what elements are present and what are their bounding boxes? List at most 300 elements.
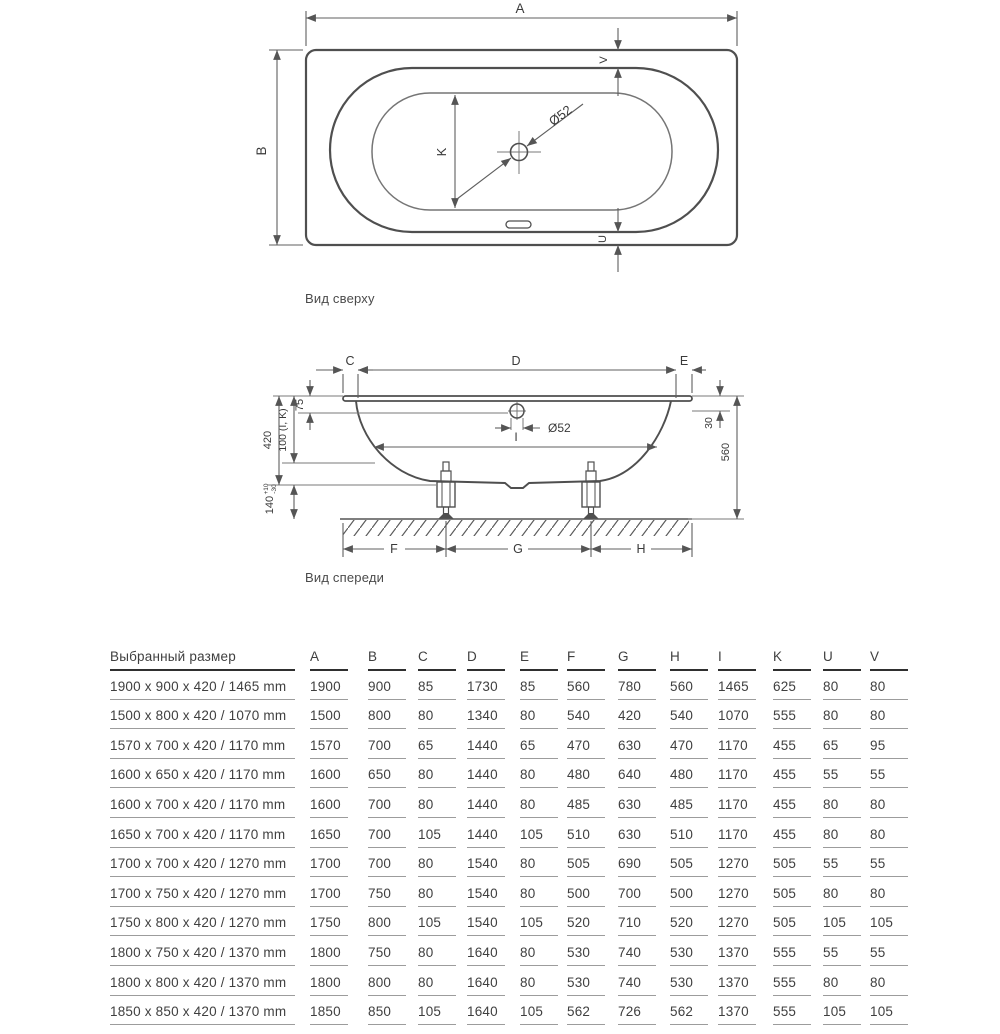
table-header-col-d bbox=[467, 649, 520, 679]
value-f-row6-text: 505 bbox=[567, 856, 605, 877]
value-d-row10-text: 1640 bbox=[467, 975, 505, 996]
value-i-row5 bbox=[718, 827, 773, 857]
table-header-col-k-text: K bbox=[773, 649, 811, 671]
value-c-row8-text: 105 bbox=[418, 915, 456, 936]
size-option-7-text: 1700 x 750 x 420 / 1270 mm bbox=[110, 886, 295, 907]
value-a-row3-text: 1600 bbox=[310, 767, 348, 788]
dim-g-label: G bbox=[513, 542, 523, 556]
value-k-row11 bbox=[773, 1004, 823, 1034]
value-b-row0-text: 900 bbox=[368, 679, 406, 700]
value-g-row6 bbox=[618, 856, 670, 886]
value-b-row0 bbox=[368, 679, 418, 709]
table-row bbox=[110, 708, 920, 738]
value-c-row2-text: 65 bbox=[418, 738, 456, 759]
value-d-row4 bbox=[467, 797, 520, 827]
value-i-row9-text: 1370 bbox=[718, 945, 756, 966]
value-v-row3 bbox=[870, 767, 920, 797]
value-f-row7-text: 500 bbox=[567, 886, 605, 907]
value-k-row1 bbox=[773, 708, 823, 738]
value-i-row7-text: 1270 bbox=[718, 886, 756, 907]
table-row bbox=[110, 679, 920, 709]
value-e-row3 bbox=[520, 767, 567, 797]
dim-560-label: 560 bbox=[720, 442, 732, 462]
value-k-row6-text: 505 bbox=[773, 856, 811, 877]
value-a-row6-text: 1700 bbox=[310, 856, 348, 877]
value-d-row9-text: 1640 bbox=[467, 945, 505, 966]
value-c-row5 bbox=[418, 827, 467, 857]
value-h-row6 bbox=[670, 856, 718, 886]
value-e-row1-text: 80 bbox=[520, 708, 558, 729]
value-u-row6 bbox=[823, 856, 870, 886]
value-e-row5-text: 105 bbox=[520, 827, 558, 848]
value-d-row0-text: 1730 bbox=[467, 679, 505, 700]
value-v-row3-text: 55 bbox=[870, 767, 908, 788]
value-g-row4-text: 630 bbox=[618, 797, 656, 818]
value-k-row4 bbox=[773, 797, 823, 827]
size-option-2-text: 1570 x 700 x 420 / 1170 mm bbox=[110, 738, 295, 759]
value-v-row8 bbox=[870, 915, 920, 945]
front-view bbox=[262, 354, 744, 557]
table-header-size-text: Выбранный размер bbox=[110, 649, 295, 671]
value-g-row8-text: 710 bbox=[618, 915, 656, 936]
size-option-1[interactable] bbox=[110, 708, 310, 738]
value-k-row4-text: 455 bbox=[773, 797, 811, 818]
value-g-row10 bbox=[618, 975, 670, 1005]
value-i-row7 bbox=[718, 886, 773, 916]
value-b-row9-text: 750 bbox=[368, 945, 406, 966]
value-u-row11-text: 105 bbox=[823, 1004, 861, 1025]
table-row bbox=[110, 797, 920, 827]
value-f-row4-text: 485 bbox=[567, 797, 605, 818]
value-u-row9 bbox=[823, 945, 870, 975]
value-g-row3-text: 640 bbox=[618, 767, 656, 788]
table-header-col-d-text: D bbox=[467, 649, 505, 671]
value-f-row2 bbox=[567, 738, 618, 768]
value-h-row2-text: 470 bbox=[670, 738, 708, 759]
size-option-6[interactable] bbox=[110, 856, 310, 886]
value-h-row5-text: 510 bbox=[670, 827, 708, 848]
value-e-row4-text: 80 bbox=[520, 797, 558, 818]
value-a-row1 bbox=[310, 708, 368, 738]
table-header-col-f bbox=[567, 649, 618, 679]
value-b-row7-text: 750 bbox=[368, 886, 406, 907]
table-header-col-v-text: V bbox=[870, 649, 908, 671]
table-header-col-b bbox=[368, 649, 418, 679]
value-b-row7 bbox=[368, 886, 418, 916]
value-g-row5-text: 630 bbox=[618, 827, 656, 848]
value-g-row5 bbox=[618, 827, 670, 857]
dim-d-label: D bbox=[511, 354, 521, 368]
value-i-row6 bbox=[718, 856, 773, 886]
table-header-col-e bbox=[520, 649, 567, 679]
value-g-row6-text: 690 bbox=[618, 856, 656, 877]
value-a-row7-text: 1700 bbox=[310, 886, 348, 907]
value-e-row6 bbox=[520, 856, 567, 886]
value-k-row9 bbox=[773, 945, 823, 975]
value-c-row11 bbox=[418, 1004, 467, 1034]
value-i-row11-text: 1370 bbox=[718, 1004, 756, 1025]
value-v-row0-text: 80 bbox=[870, 679, 908, 700]
table-row bbox=[110, 856, 920, 886]
size-option-5-text: 1650 x 700 x 420 / 1170 mm bbox=[110, 827, 295, 848]
value-i-row4 bbox=[718, 797, 773, 827]
dim-140-tol-plus: +10 bbox=[263, 483, 270, 495]
value-d-row5 bbox=[467, 827, 520, 857]
value-b-row11-text: 850 bbox=[368, 1004, 406, 1025]
value-v-row2 bbox=[870, 738, 920, 768]
value-h-row0 bbox=[670, 679, 718, 709]
value-i-row0 bbox=[718, 679, 773, 709]
value-g-row4 bbox=[618, 797, 670, 827]
table-row bbox=[110, 1004, 920, 1034]
value-b-row5 bbox=[368, 827, 418, 857]
table-header-col-c-text: C bbox=[418, 649, 456, 671]
value-a-row5-text: 1650 bbox=[310, 827, 348, 848]
value-d-row2-text: 1440 bbox=[467, 738, 505, 759]
table-body bbox=[110, 679, 920, 1034]
value-b-row6 bbox=[368, 856, 418, 886]
size-option-7[interactable] bbox=[110, 886, 310, 916]
value-h-row8 bbox=[670, 915, 718, 945]
value-u-row7-text: 80 bbox=[823, 886, 861, 907]
value-e-row3-text: 80 bbox=[520, 767, 558, 788]
value-e-row7 bbox=[520, 886, 567, 916]
value-f-row3 bbox=[567, 767, 618, 797]
value-f-row11-text: 562 bbox=[567, 1004, 605, 1025]
value-f-row4 bbox=[567, 797, 618, 827]
value-u-row5-text: 80 bbox=[823, 827, 861, 848]
value-f-row8-text: 520 bbox=[567, 915, 605, 936]
value-v-row9 bbox=[870, 945, 920, 975]
value-u-row1 bbox=[823, 708, 870, 738]
size-option-9[interactable] bbox=[110, 945, 310, 975]
value-f-row8 bbox=[567, 915, 618, 945]
value-a-row9 bbox=[310, 945, 368, 975]
table-header-size bbox=[110, 649, 310, 679]
value-e-row10-text: 80 bbox=[520, 975, 558, 996]
value-u-row7 bbox=[823, 886, 870, 916]
table-row bbox=[110, 767, 920, 797]
value-u-row1-text: 80 bbox=[823, 708, 861, 729]
size-dimensions-table bbox=[110, 649, 920, 1034]
value-f-row6 bbox=[567, 856, 618, 886]
value-h-row10 bbox=[670, 975, 718, 1005]
value-e-row5 bbox=[520, 827, 567, 857]
value-h-row7 bbox=[670, 886, 718, 916]
table-header-col-a bbox=[310, 649, 368, 679]
value-v-row11 bbox=[870, 1004, 920, 1034]
value-a-row2 bbox=[310, 738, 368, 768]
value-d-row9 bbox=[467, 945, 520, 975]
value-a-row0-text: 1900 bbox=[310, 679, 348, 700]
value-a-row7 bbox=[310, 886, 368, 916]
value-i-row10 bbox=[718, 975, 773, 1005]
value-u-row4-text: 80 bbox=[823, 797, 861, 818]
foot-right bbox=[582, 462, 600, 519]
value-d-row1-text: 1340 bbox=[467, 708, 505, 729]
dim-i-label: I bbox=[514, 430, 518, 444]
table-header-col-h-text: H bbox=[670, 649, 708, 671]
table-header-col-v bbox=[870, 649, 920, 679]
value-c-row1-text: 80 bbox=[418, 708, 456, 729]
size-option-1-text: 1500 x 800 x 420 / 1070 mm bbox=[110, 708, 295, 729]
value-g-row10-text: 740 bbox=[618, 975, 656, 996]
value-c-row9 bbox=[418, 945, 467, 975]
value-v-row9-text: 55 bbox=[870, 945, 908, 966]
overflow-icon bbox=[506, 221, 531, 228]
value-e-row9-text: 80 bbox=[520, 945, 558, 966]
value-i-row1 bbox=[718, 708, 773, 738]
value-i-row8-text: 1270 bbox=[718, 915, 756, 936]
value-v-row7-text: 80 bbox=[870, 886, 908, 907]
value-h-row2 bbox=[670, 738, 718, 768]
value-i-row4-text: 1170 bbox=[718, 797, 756, 818]
table-row bbox=[110, 886, 920, 916]
top-view-caption: Вид сверху bbox=[305, 291, 375, 306]
value-i-row9 bbox=[718, 945, 773, 975]
value-v-row5 bbox=[870, 827, 920, 857]
table-row bbox=[110, 945, 920, 975]
table-header-col-a-text: A bbox=[310, 649, 348, 671]
table-header-col-u bbox=[823, 649, 870, 679]
value-e-row0-text: 85 bbox=[520, 679, 558, 700]
value-g-row11 bbox=[618, 1004, 670, 1034]
value-g-row11-text: 726 bbox=[618, 1004, 656, 1025]
dim-v-label: V bbox=[598, 56, 610, 64]
dim-100-label: 100 (I, K) bbox=[277, 408, 289, 452]
value-e-row7-text: 80 bbox=[520, 886, 558, 907]
value-e-row11-text: 105 bbox=[520, 1004, 558, 1025]
value-c-row4 bbox=[418, 797, 467, 827]
value-f-row5 bbox=[567, 827, 618, 857]
dim-a-label: A bbox=[515, 1, 525, 16]
dim-f-label: F bbox=[390, 542, 398, 556]
value-f-row3-text: 480 bbox=[567, 767, 605, 788]
value-v-row8-text: 105 bbox=[870, 915, 908, 936]
value-f-row2-text: 470 bbox=[567, 738, 605, 759]
value-d-row10 bbox=[467, 975, 520, 1005]
value-h-row8-text: 520 bbox=[670, 915, 708, 936]
value-f-row0-text: 560 bbox=[567, 679, 605, 700]
value-d-row8-text: 1540 bbox=[467, 915, 505, 936]
value-k-row3-text: 455 bbox=[773, 767, 811, 788]
value-h-row6-text: 505 bbox=[670, 856, 708, 877]
value-b-row5-text: 700 bbox=[368, 827, 406, 848]
value-u-row3 bbox=[823, 767, 870, 797]
dim-k-label: K bbox=[434, 147, 449, 157]
value-v-row1-text: 80 bbox=[870, 708, 908, 729]
value-u-row11 bbox=[823, 1004, 870, 1034]
size-option-10[interactable] bbox=[110, 975, 310, 1005]
dim-b-label: B bbox=[254, 146, 269, 156]
foot-left bbox=[437, 462, 455, 519]
table-header-row bbox=[110, 649, 920, 679]
value-u-row0-text: 80 bbox=[823, 679, 861, 700]
value-g-row8 bbox=[618, 915, 670, 945]
value-v-row10 bbox=[870, 975, 920, 1005]
value-e-row0 bbox=[520, 679, 567, 709]
value-h-row1-text: 540 bbox=[670, 708, 708, 729]
value-i-row1-text: 1070 bbox=[718, 708, 756, 729]
table-header-col-g bbox=[618, 649, 670, 679]
value-e-row2 bbox=[520, 738, 567, 768]
value-h-row5 bbox=[670, 827, 718, 857]
value-c-row2 bbox=[418, 738, 467, 768]
value-d-row11 bbox=[467, 1004, 520, 1034]
value-d-row1 bbox=[467, 708, 520, 738]
value-u-row10-text: 80 bbox=[823, 975, 861, 996]
table-header-col-i bbox=[718, 649, 773, 679]
value-a-row11 bbox=[310, 1004, 368, 1034]
value-c-row0-text: 85 bbox=[418, 679, 456, 700]
value-b-row6-text: 700 bbox=[368, 856, 406, 877]
size-option-2[interactable] bbox=[110, 738, 310, 768]
value-c-row0 bbox=[418, 679, 467, 709]
value-c-row5-text: 105 bbox=[418, 827, 456, 848]
value-v-row4 bbox=[870, 797, 920, 827]
value-d-row5-text: 1440 bbox=[467, 827, 505, 848]
size-option-4-text: 1600 x 700 x 420 / 1170 mm bbox=[110, 797, 295, 818]
value-k-row10-text: 555 bbox=[773, 975, 811, 996]
value-i-row3 bbox=[718, 767, 773, 797]
value-a-row3 bbox=[310, 767, 368, 797]
value-c-row10 bbox=[418, 975, 467, 1005]
dim-drain-front-label: Ø52 bbox=[548, 421, 571, 435]
value-k-row2 bbox=[773, 738, 823, 768]
value-v-row6 bbox=[870, 856, 920, 886]
value-a-row1-text: 1500 bbox=[310, 708, 348, 729]
value-k-row5 bbox=[773, 827, 823, 857]
front-view-caption: Вид спереди bbox=[305, 570, 385, 585]
table-header-col-u-text: U bbox=[823, 649, 861, 671]
drain-front-icon bbox=[495, 402, 540, 430]
value-k-row8-text: 505 bbox=[773, 915, 811, 936]
value-b-row10 bbox=[368, 975, 418, 1005]
value-u-row8 bbox=[823, 915, 870, 945]
value-f-row1 bbox=[567, 708, 618, 738]
value-a-row2-text: 1570 bbox=[310, 738, 348, 759]
size-option-11-text: 1850 x 850 x 420 / 1370 mm bbox=[110, 1004, 295, 1025]
value-g-row3 bbox=[618, 767, 670, 797]
table-row bbox=[110, 827, 920, 857]
value-v-row7 bbox=[870, 886, 920, 916]
value-a-row4 bbox=[310, 797, 368, 827]
value-u-row10 bbox=[823, 975, 870, 1005]
value-b-row4 bbox=[368, 797, 418, 827]
size-option-3[interactable] bbox=[110, 767, 310, 797]
value-k-row11-text: 555 bbox=[773, 1004, 811, 1025]
value-h-row7-text: 500 bbox=[670, 886, 708, 907]
ground-hatch bbox=[343, 520, 689, 536]
table-header-col-e-text: E bbox=[520, 649, 558, 671]
table-row bbox=[110, 975, 920, 1005]
value-k-row2-text: 455 bbox=[773, 738, 811, 759]
value-f-row11 bbox=[567, 1004, 618, 1034]
value-g-row1 bbox=[618, 708, 670, 738]
value-u-row5 bbox=[823, 827, 870, 857]
rim-profile bbox=[343, 396, 692, 401]
value-e-row8-text: 105 bbox=[520, 915, 558, 936]
value-u-row6-text: 55 bbox=[823, 856, 861, 877]
value-g-row1-text: 420 bbox=[618, 708, 656, 729]
value-a-row4-text: 1600 bbox=[310, 797, 348, 818]
size-option-5[interactable] bbox=[110, 827, 310, 857]
value-v-row1 bbox=[870, 708, 920, 738]
value-i-row8 bbox=[718, 915, 773, 945]
value-a-row5 bbox=[310, 827, 368, 857]
size-option-9-text: 1800 x 750 x 420 / 1370 mm bbox=[110, 945, 295, 966]
value-b-row3 bbox=[368, 767, 418, 797]
value-f-row5-text: 510 bbox=[567, 827, 605, 848]
value-b-row10-text: 800 bbox=[368, 975, 406, 996]
value-g-row9-text: 740 bbox=[618, 945, 656, 966]
value-h-row0-text: 560 bbox=[670, 679, 708, 700]
value-i-row2-text: 1170 bbox=[718, 738, 756, 759]
value-i-row10-text: 1370 bbox=[718, 975, 756, 996]
value-f-row10-text: 530 bbox=[567, 975, 605, 996]
value-c-row4-text: 80 bbox=[418, 797, 456, 818]
value-a-row9-text: 1800 bbox=[310, 945, 348, 966]
value-g-row2-text: 630 bbox=[618, 738, 656, 759]
size-option-0-text: 1900 x 900 x 420 / 1465 mm bbox=[110, 679, 295, 700]
value-f-row9 bbox=[567, 945, 618, 975]
value-b-row9 bbox=[368, 945, 418, 975]
value-g-row7-text: 700 bbox=[618, 886, 656, 907]
value-d-row3-text: 1440 bbox=[467, 767, 505, 788]
value-a-row10 bbox=[310, 975, 368, 1005]
size-option-11[interactable] bbox=[110, 1004, 310, 1034]
value-d-row7 bbox=[467, 886, 520, 916]
value-a-row6 bbox=[310, 856, 368, 886]
value-u-row9-text: 55 bbox=[823, 945, 861, 966]
table-row bbox=[110, 738, 920, 768]
value-k-row0-text: 625 bbox=[773, 679, 811, 700]
value-b-row1 bbox=[368, 708, 418, 738]
value-i-row0-text: 1465 bbox=[718, 679, 756, 700]
value-b-row1-text: 800 bbox=[368, 708, 406, 729]
value-a-row8-text: 1750 bbox=[310, 915, 348, 936]
value-u-row4 bbox=[823, 797, 870, 827]
value-i-row6-text: 1270 bbox=[718, 856, 756, 877]
value-u-row2 bbox=[823, 738, 870, 768]
value-v-row10-text: 80 bbox=[870, 975, 908, 996]
value-k-row8 bbox=[773, 915, 823, 945]
dim-e-label: E bbox=[679, 354, 689, 368]
value-g-row9 bbox=[618, 945, 670, 975]
size-option-4[interactable] bbox=[110, 797, 310, 827]
value-h-row4-text: 485 bbox=[670, 797, 708, 818]
table-header-col-i-text: I bbox=[718, 649, 756, 671]
value-b-row2 bbox=[368, 738, 418, 768]
size-option-0[interactable] bbox=[110, 679, 310, 709]
value-b-row11 bbox=[368, 1004, 418, 1034]
size-option-10-text: 1800 x 800 x 420 / 1370 mm bbox=[110, 975, 295, 996]
value-u-row3-text: 55 bbox=[823, 767, 861, 788]
tub-profile bbox=[356, 401, 671, 488]
size-option-8[interactable] bbox=[110, 915, 310, 945]
size-option-6-text: 1700 x 700 x 420 / 1270 mm bbox=[110, 856, 295, 877]
value-k-row6 bbox=[773, 856, 823, 886]
value-a-row11-text: 1850 bbox=[310, 1004, 348, 1025]
value-g-row0-text: 780 bbox=[618, 679, 656, 700]
value-g-row2 bbox=[618, 738, 670, 768]
value-k-row0 bbox=[773, 679, 823, 709]
table-header-col-f-text: F bbox=[567, 649, 605, 671]
table-header-col-k bbox=[773, 649, 823, 679]
value-c-row11-text: 105 bbox=[418, 1004, 456, 1025]
value-k-row5-text: 455 bbox=[773, 827, 811, 848]
dim-c-label: C bbox=[345, 354, 355, 368]
